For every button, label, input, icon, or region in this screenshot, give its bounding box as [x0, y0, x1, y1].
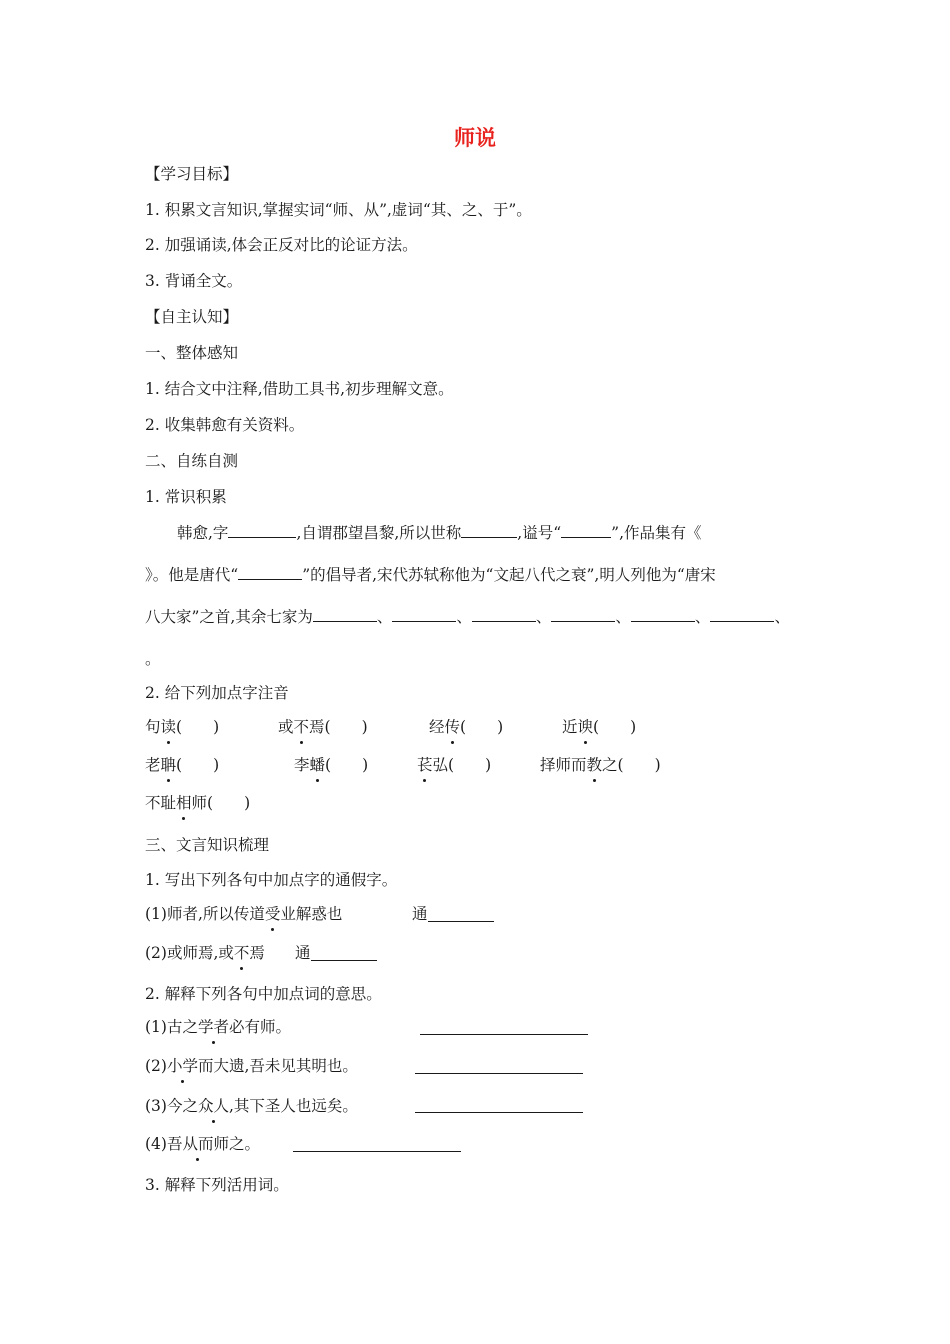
text: 经: [429, 718, 445, 736]
pinyin-item[interactable]: [278, 715, 368, 739]
text: 而大遗,吾未见其明也。: [197, 1057, 358, 1075]
text: 择师而: [540, 756, 587, 774]
separator: 、: [535, 608, 552, 626]
text: 近: [562, 718, 578, 736]
separator: 、: [774, 608, 790, 626]
dotted-char: 蟠: [310, 753, 326, 777]
answer-blank[interactable]: [551, 606, 615, 622]
answer-blank[interactable]: [313, 606, 377, 622]
section-heading-self: 【自主认知】: [145, 308, 239, 326]
pinyin-item[interactable]: [294, 753, 368, 777]
text: 焉( ): [309, 718, 368, 736]
text: 弘( ): [432, 756, 492, 774]
text: ,自谓郡望昌黎,所以世称: [296, 524, 462, 542]
text: ,其下圣人也远矣。: [228, 1097, 358, 1115]
dotted-char: 不: [234, 941, 250, 965]
question-title: 1. 写出下列各句中加点字的通假字。: [145, 871, 398, 889]
pinyin-item[interactable]: [145, 753, 219, 777]
text: ( ): [460, 718, 504, 736]
text: (2): [145, 1057, 167, 1075]
answer-blank[interactable]: [472, 606, 536, 622]
tong-label: 通: [295, 944, 311, 962]
text: ( ): [593, 718, 637, 736]
dotted-char: 苌: [417, 753, 433, 777]
tong-label: 通: [412, 905, 428, 923]
dotted-word: 从而: [182, 1132, 213, 1156]
dotted-char: 相: [176, 791, 192, 815]
pinyin-item[interactable]: [429, 715, 503, 739]
text: 业解惑也: [280, 905, 343, 923]
text: ( ): [176, 718, 220, 736]
text: 不耻: [145, 794, 177, 812]
dotted-char: 谀: [578, 715, 594, 739]
dotted-word: 众人: [198, 1094, 229, 1118]
separator: 、: [615, 608, 631, 626]
section-heading-goals: 【学习目标】: [145, 165, 239, 183]
sentence: [145, 1054, 358, 1078]
dotted-char: 传: [445, 715, 461, 739]
dotted-char: 受: [265, 902, 281, 926]
question-title: 2. 给下列加点字注音: [145, 684, 289, 702]
pinyin-item[interactable]: [562, 715, 636, 739]
part-heading: 三、文言知识梳理: [145, 836, 270, 854]
separator: 、: [376, 608, 393, 626]
answer-blank[interactable]: [311, 959, 377, 961]
sentence: [145, 1015, 291, 1039]
text: 之( ): [602, 756, 661, 774]
question-title: 2. 解释下列各句中加点词的意思。: [145, 985, 382, 1003]
goal-item: 1. 积累文言知识,掌握实词“师、从”,虚词“其、之、于”。: [145, 201, 532, 219]
dotted-char: 不: [294, 715, 310, 739]
answer-blank[interactable]: [392, 606, 456, 622]
part-heading: 二、自练自测: [145, 452, 239, 470]
text: 八大家”之首,其余七家为: [145, 608, 313, 626]
text: (1)师者,所以传道: [145, 905, 265, 923]
list-item: 2. 收集韩愈有关资料。: [145, 416, 305, 434]
sentence: [145, 902, 342, 926]
text: 句: [145, 718, 161, 736]
text: ,谥号“: [517, 524, 562, 542]
text: 》。他是唐代“: [145, 566, 239, 584]
answer-blank[interactable]: [428, 920, 494, 922]
text: 师( ): [191, 794, 251, 812]
pinyin-item[interactable]: [417, 753, 491, 777]
text: (4)吾: [145, 1135, 183, 1153]
knowledge-line-2: [145, 563, 716, 587]
text: 师之。: [213, 1135, 260, 1153]
answer-blank[interactable]: [293, 1150, 461, 1152]
list-item: 1. 结合文中注释,借助工具书,初步理解文意。: [145, 380, 454, 398]
dotted-char: 教: [587, 753, 603, 777]
text: (1)古之: [145, 1018, 198, 1036]
text: 李: [294, 756, 310, 774]
answer-blank[interactable]: [228, 522, 296, 538]
pinyin-item[interactable]: [145, 715, 219, 739]
goal-item: 3. 背诵全文。: [145, 272, 243, 290]
sentence: [145, 1132, 260, 1156]
text: 韩愈,字: [177, 524, 229, 542]
answer-blank[interactable]: [238, 564, 302, 580]
text: 或: [278, 718, 294, 736]
pinyin-item[interactable]: [145, 791, 250, 815]
knowledge-line-1: [177, 521, 702, 545]
text: ( ): [176, 756, 220, 774]
text: ”的倡导者,宋代苏轼称他为“文起八代之衰”,明人列他为“唐宋: [302, 566, 716, 584]
text: (3)今之: [145, 1097, 198, 1115]
answer-blank[interactable]: [710, 606, 774, 622]
sentence: [145, 941, 265, 965]
text: (2)或师焉,或: [145, 944, 234, 962]
page-title: 师说: [454, 126, 496, 150]
answer-blank[interactable]: [461, 522, 517, 538]
answer-blank[interactable]: [415, 1072, 583, 1074]
dotted-word: 小学: [167, 1054, 198, 1078]
part-heading: 一、整体感知: [145, 344, 239, 362]
pinyin-item[interactable]: [540, 753, 661, 777]
line-end-mark: 。: [145, 650, 161, 668]
separator: 、: [694, 608, 711, 626]
goal-item: 2. 加强诵读,体会正反对比的论证方法。: [145, 236, 418, 254]
answer-blank[interactable]: [631, 606, 695, 622]
text: 必有师。: [228, 1018, 291, 1036]
separator: 、: [456, 608, 472, 626]
answer-blank[interactable]: [561, 522, 611, 538]
text: 老: [145, 756, 161, 774]
sentence: [145, 1094, 358, 1118]
question-title: 3. 解释下列活用词。: [145, 1176, 289, 1194]
dotted-word: 学者: [198, 1015, 229, 1039]
dotted-char: 聃: [161, 753, 177, 777]
question-title: 1. 常识积累: [145, 488, 227, 506]
answer-blank[interactable]: [420, 1033, 588, 1035]
dotted-char: 读: [161, 715, 177, 739]
text: ( ): [325, 756, 369, 774]
text: ”,作品集有《: [611, 524, 702, 542]
answer-blank[interactable]: [415, 1111, 583, 1113]
text: 焉: [249, 944, 265, 962]
knowledge-line-3: [145, 605, 790, 629]
